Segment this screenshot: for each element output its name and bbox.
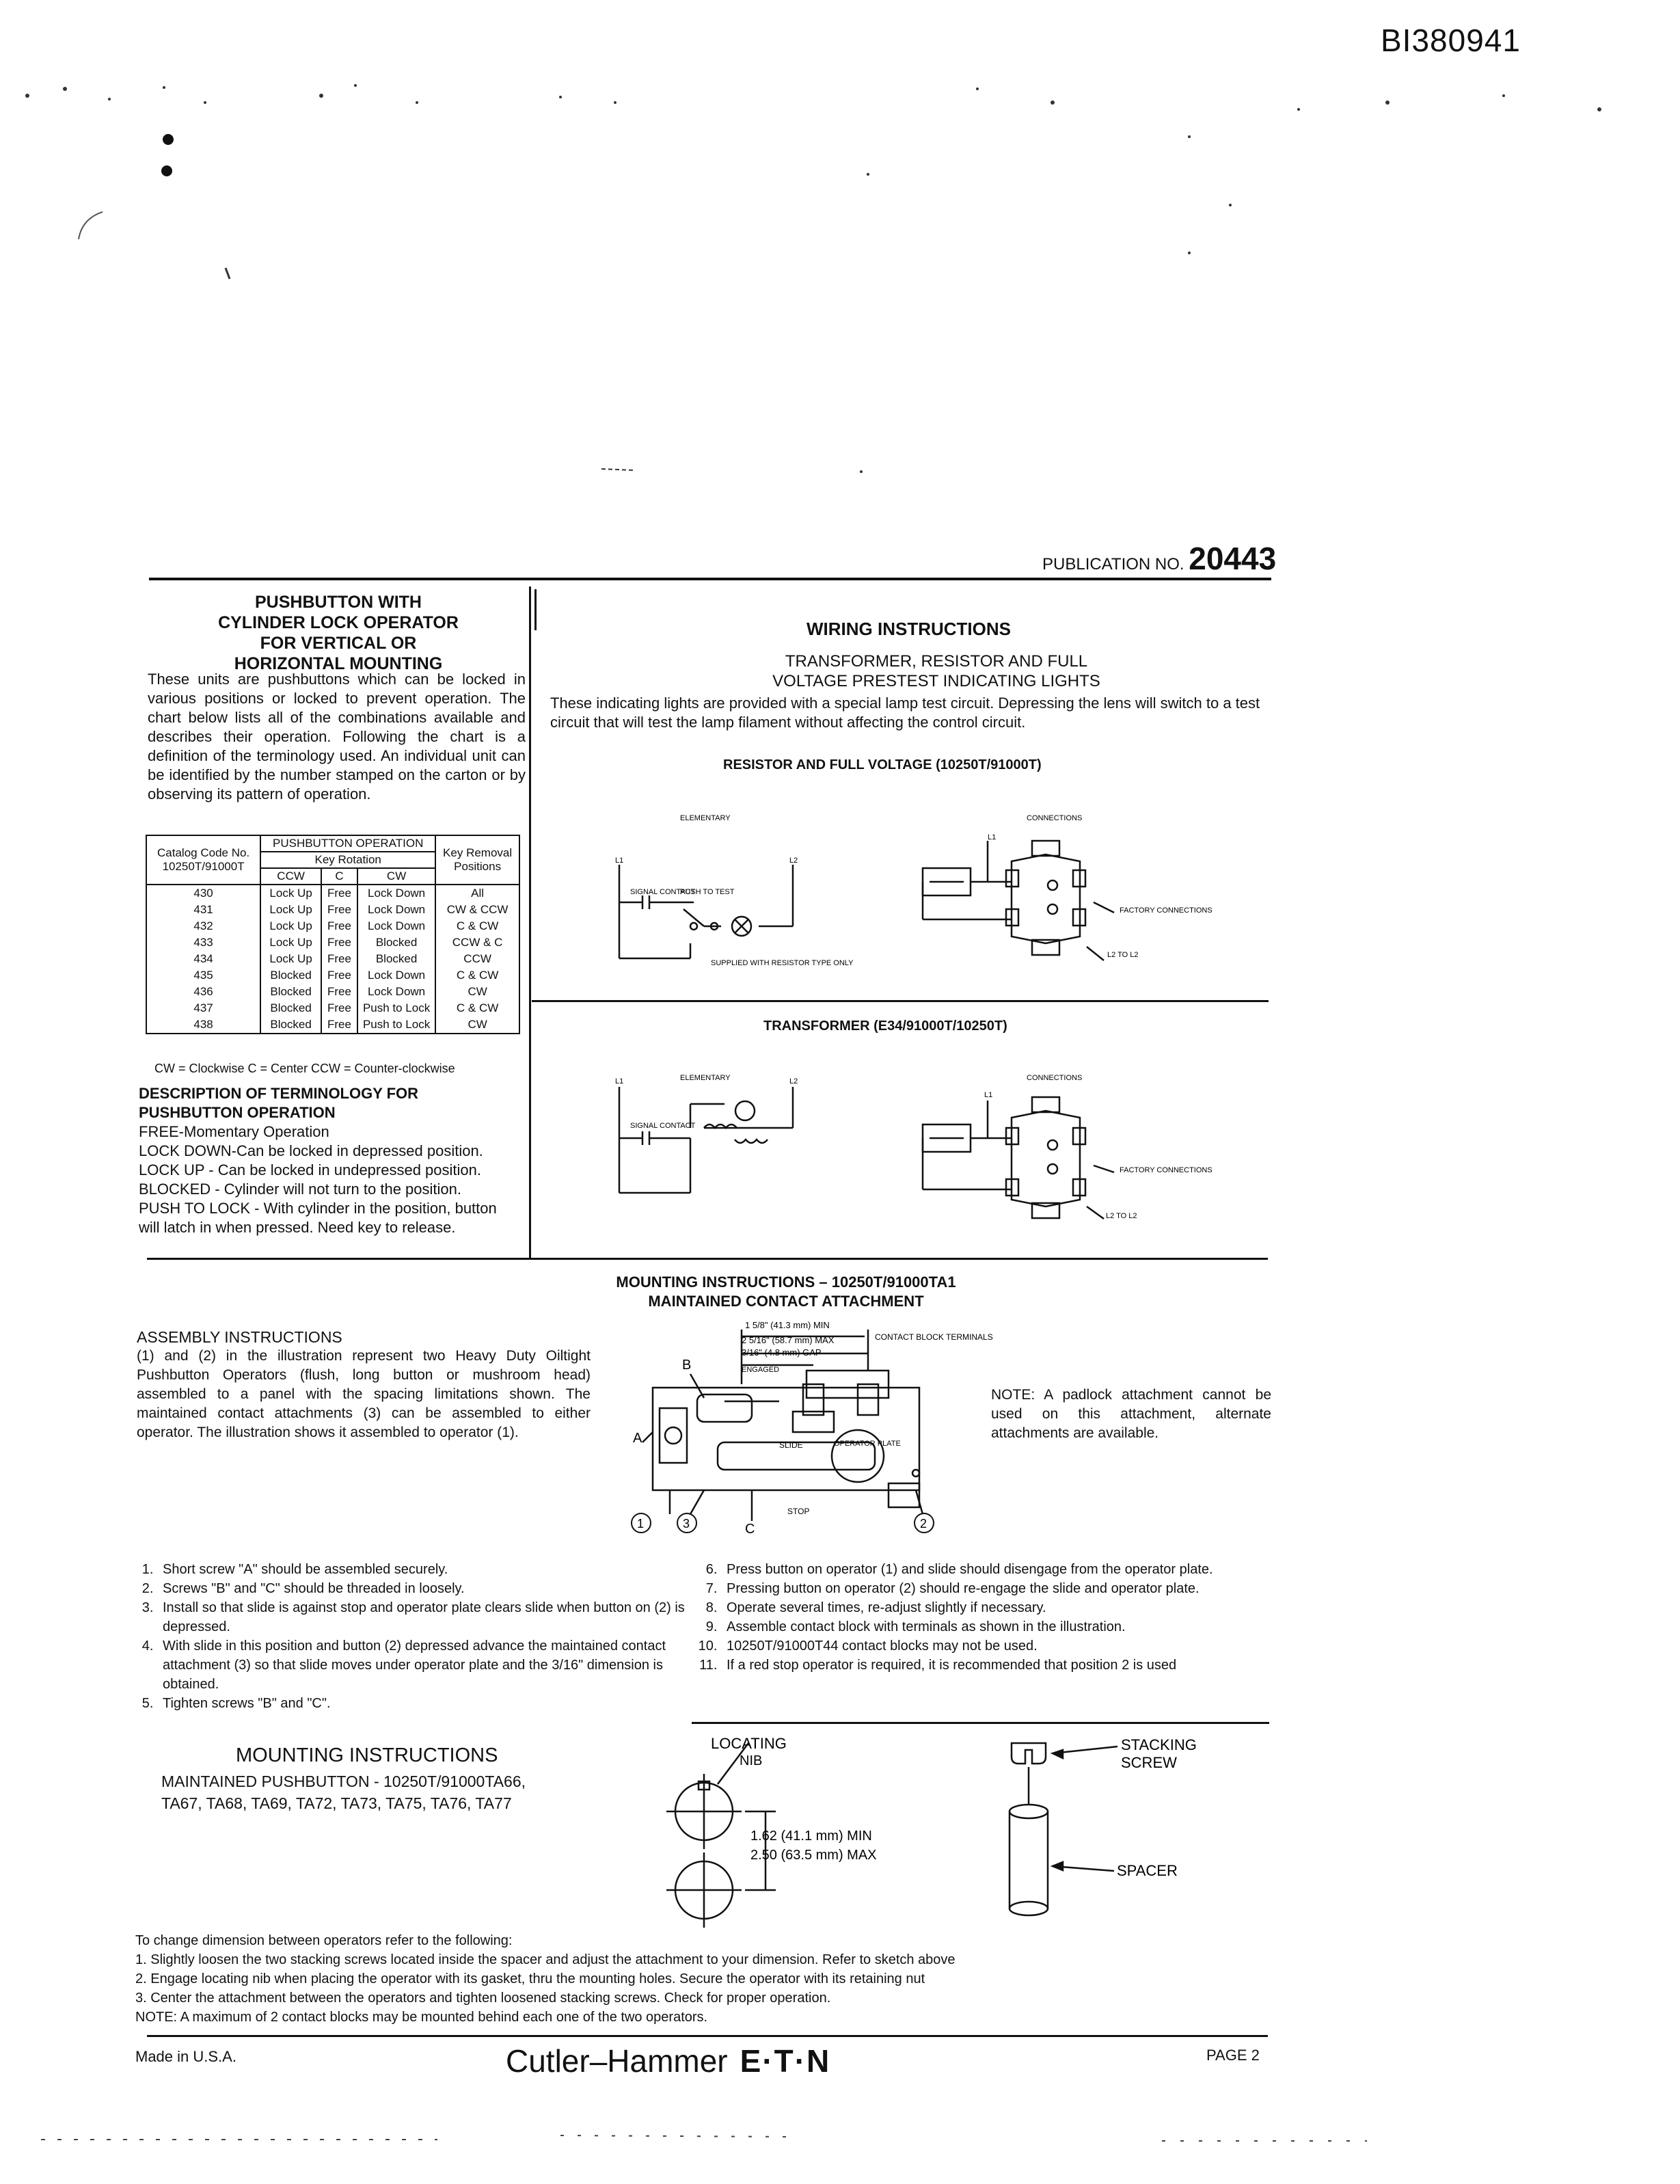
svg-text:FACTORY CONNECTIONS: FACTORY CONNECTIONS (1120, 906, 1212, 915)
svg-text:1: 1 (637, 1517, 645, 1531)
svg-text:3: 3 (683, 1517, 690, 1531)
svg-text:ENGAGED: ENGAGED (742, 1366, 780, 1374)
svg-text:OPERATOR PLATE: OPERATOR PLATE (834, 1440, 901, 1448)
assembly-instructions: ASSEMBLY INSTRUCTIONS (1) and (2) in the illustration represent two Heavy Duty Oiltight Pushbutton Operators (flush, long button or mushroom head) assembled to a panel with the spacing limitations shown. The maintained contact attachments (3) can be assembled to either operator. The illustration shows it assembled to operator (1). (137, 1328, 591, 1440)
svg-text:STACKING: STACKING (1121, 1736, 1197, 1753)
svg-text:STOP: STOP (787, 1507, 810, 1516)
pushbutton-title: PUSHBUTTON WITH CYLINDER LOCK OPERATOR FOR VERTICAL OR HORIZONTAL MOUNTING (218, 593, 459, 673)
maintained-contact-diagram (629, 1316, 993, 1538)
punch-hole-2 (161, 165, 172, 176)
svg-text:L1: L1 (988, 833, 997, 841)
list-item: 6. Press button on operator (1) and slide should disengage from the operator plate. (721, 1560, 1302, 1579)
svg-text:2 5/16" (58.7 mm) MAX: 2 5/16" (58.7 mm) MAX (742, 1335, 835, 1345)
table-legend: CW = Clockwise C = Center CCW = Counter-clockwise (154, 1062, 455, 1075)
publication-number-value: 20443 (1189, 541, 1277, 576)
punch-hole-1 (163, 134, 174, 145)
svg-text:CONNECTIONS: CONNECTIONS (1027, 814, 1083, 822)
svg-text:CONNECTIONS: CONNECTIONS (1027, 1074, 1083, 1082)
list-item: 8. Operate several times, re-adjust slightly if necessary. (721, 1598, 1302, 1617)
table-row: 433 Lock Up Free Blocked CCW & C (146, 934, 519, 951)
svg-text:SIGNAL CONTACT: SIGNAL CONTACT (630, 888, 696, 896)
wiring-divider (532, 1000, 1269, 1002)
svg-text:NIB: NIB (740, 1753, 763, 1768)
stacking-diagram (656, 1729, 1244, 1928)
steps-right (690, 1560, 1302, 1675)
svg-text:PUSH TO TEST: PUSH TO TEST (680, 888, 735, 896)
page-number: PAGE 2 (1206, 2047, 1260, 2064)
table-row: 434 Lock Up Free Blocked CCW (146, 951, 519, 967)
table-row: 432 Lock Up Free Lock Down C & CW (146, 918, 519, 934)
svg-text:SIGNAL CONTACT: SIGNAL CONTACT (630, 1122, 696, 1130)
brand-logo: Cutler–Hammer E·T·N (506, 2043, 831, 2079)
svg-text:L2 TO L2: L2 TO L2 (1107, 951, 1139, 959)
svg-text:SCREW: SCREW (1121, 1754, 1177, 1771)
svg-text:ELEMENTARY: ELEMENTARY (680, 814, 731, 822)
table-row: 437 Blocked Free Push to Lock C & CW (146, 1000, 519, 1016)
svg-text:3/16" (4.8 mm) GAP: 3/16" (4.8 mm) GAP (742, 1347, 822, 1358)
svg-text:SLIDE: SLIDE (779, 1440, 803, 1450)
svg-text:L2 TO L2: L2 TO L2 (1106, 1212, 1137, 1220)
bottom-specks (0, 2126, 1680, 2153)
svg-text:L2: L2 (789, 1077, 798, 1086)
table-row: 436 Blocked Free Lock Down CW (146, 984, 519, 1000)
svg-text:B: B (682, 1358, 692, 1373)
svg-text:L1: L1 (615, 857, 624, 865)
table-row: 431 Lock Up Free Lock Down CW & CCW (146, 902, 519, 918)
svg-text:ELEMENTARY: ELEMENTARY (680, 1074, 731, 1082)
svg-text:L2: L2 (789, 857, 798, 865)
top-rule (149, 578, 1271, 580)
mounting2-title: MOUNTING INSTRUCTIONS (236, 1744, 498, 1766)
table-row: 438 Blocked Free Push to Lock CW (146, 1016, 519, 1034)
diagram2-title: TRANSFORMER (E34/91000T/10250T) (763, 1019, 1007, 1034)
diagram1-title: RESISTOR AND FULL VOLTAGE (10250T/91000T) (723, 757, 1042, 772)
publication-number: PUBLICATION NO. 20443 (1042, 541, 1277, 576)
catalog-header: Catalog Code No. 10250T/91000T (146, 835, 260, 885)
svg-text:SUPPLIED WITH RESISTOR TYPE ON: SUPPLIED WITH RESISTOR TYPE ONLY (711, 959, 854, 967)
lower-rule (692, 1722, 1269, 1724)
svg-text:1.62 (41.1 mm) MIN: 1.62 (41.1 mm) MIN (750, 1829, 872, 1844)
dimension-instructions: To change dimension between operators refer to the following: 1. Slightly loosen the two stacking screws located inside the spacer and adjust the attachment to your dimension. Refer to sketch above 2. Engage locating nib when placing the operator with its gasket, thru the mounting holes. Secure the operator with its retaining nut 3. Center the attachment between the operators and tighten loosened stacking screws. Check for proper operation. NOTE: A maximum of 2 contact blocks may be mounted behind each one of the two operators. (135, 1933, 956, 2025)
mounting2-subtitle: MAINTAINED PUSHBUTTON - 10250T/91000TA66, TA67, TA68, TA69, TA72, TA73, TA75, TA76, TA77 (161, 1772, 526, 1812)
svg-text:CONTACT BLOCK TERMINALS: CONTACT BLOCK TERMINALS (875, 1332, 993, 1342)
svg-text:A: A (633, 1431, 642, 1446)
key-rotation-header: Key Rotation (260, 852, 435, 868)
table-row: 435 Blocked Free Lock Down C & CW (146, 967, 519, 984)
document-id: BI380941 (1381, 23, 1521, 58)
list-item: 2. Screws "B" and "C" should be threaded in loosely. (157, 1579, 704, 1598)
list-item: 3. Install so that slide is against stop and operator plate clears slide when button on (2) is depressed. (157, 1598, 704, 1636)
svg-text:SPACER: SPACER (1117, 1862, 1178, 1879)
mounting1-title: MOUNTING INSTRUCTIONS – 10250T/91000TA1 MAINTAINED CONTACT ATTACHMENT (616, 1273, 956, 1310)
list-item: 1. Short screw "A" should be assembled securely. (157, 1560, 704, 1579)
svg-text:LOCATING: LOCATING (711, 1735, 787, 1752)
svg-text:L1: L1 (615, 1077, 624, 1086)
svg-text:L1: L1 (984, 1091, 993, 1099)
svg-text:2: 2 (920, 1517, 927, 1531)
resistor-wiring-diagram (601, 800, 1212, 991)
footer-rule (147, 2035, 1268, 2037)
scan-specks (0, 0, 1680, 533)
svg-text:2.50 (63.5 mm) MAX: 2.50 (63.5 mm) MAX (750, 1848, 877, 1863)
eaton-logo: E·T·N (740, 2043, 831, 2079)
transformer-wiring-diagram (601, 1063, 1212, 1230)
svg-text:FACTORY CONNECTIONS: FACTORY CONNECTIONS (1120, 1166, 1212, 1174)
list-item: 9. Assemble contact block with terminals as shown in the illustration. (721, 1617, 1302, 1636)
padlock-note: NOTE: A padlock attachment cannot be used on this attachment, alternate attachments are available. (991, 1387, 1271, 1441)
made-in: Made in U.S.A. (135, 2048, 236, 2065)
list-item: 10. 10250T/91000T44 contact blocks may not be used. (721, 1636, 1302, 1656)
operation-chart: Catalog Code No. 10250T/91000T PUSHBUTTON OPERATION Key Removal Positions Key Rotation CCW C CW 430 Lock Up Free Lock Down All 431 Lock Up Free Lock Down CW & CCW 432 Lock Up Free Lock Down C & CW 433 Lock Up Free Blocked CCW & C 434 Lock Up Free Blocked CCW 435 Blocked Free Lock Down C & CW 436 Blocked Free Lock Down CW 437 Blocked Free Push to Lock C & CW 438 Blocked Free Push to Lock CW (146, 835, 520, 1034)
steps-left (126, 1560, 704, 1713)
terminology: DESCRIPTION OF TERMINOLOGY FOR PUSHBUTTON OPERATION FREE-Momentary Operation LOCK DOWN-Can be locked in depressed position. LOCK UP - Can be locked in undepressed position. BLOCKED - Cylinder will not turn to the position. PUSH TO LOCK - With cylinder in the position, button will latch in when pressed. Need key to release. (139, 1085, 497, 1236)
column-divider (529, 587, 531, 1259)
table-row: 430 Lock Up Free Lock Down All (146, 885, 519, 902)
wiring-subtitle: TRANSFORMER, RESISTOR AND FULL VOLTAGE PRESTEST INDICATING LIGHTS (772, 652, 1100, 690)
key-removal-header: Key Removal Positions (435, 835, 519, 885)
list-item: 11. If a red stop operator is required, it is recommended that position 2 is used (721, 1656, 1302, 1675)
list-item: 7. Pressing button on operator (2) should re-engage the slide and operator plate. (721, 1579, 1302, 1598)
wiring-paragraph: These indicating lights are provided with a special lamp test circuit. Depressing the lens will switch to a test circuit that will test the lamp filament without affecting the control circuit. (550, 695, 1260, 731)
operation-header: PUSHBUTTON OPERATION (260, 835, 435, 852)
middle-rule (147, 1258, 1268, 1260)
list-item: 5. Tighten screws "B" and "C". (157, 1694, 704, 1713)
pushbutton-intro: These units are pushbuttons which can be locked in various positions or locked to prevent operation. The chart below lists all of the combinations available and describes their operation. Following the chart is a definition of the terminology used. An individual unit can be identified by the number stamped on the carton or by observing its pattern of operation. (148, 671, 526, 803)
list-item: 4. With slide in this position and button (2) depressed advance the maintained contact attachment (3) so that slide moves under operator plate and the 3/16" dimension is obtained. (157, 1636, 704, 1694)
wiring-title: WIRING INSTRUCTIONS (807, 619, 1011, 639)
svg-text:C: C (745, 1522, 755, 1537)
svg-text:1 5/8" (41.3 mm) MIN: 1 5/8" (41.3 mm) MIN (745, 1320, 830, 1330)
